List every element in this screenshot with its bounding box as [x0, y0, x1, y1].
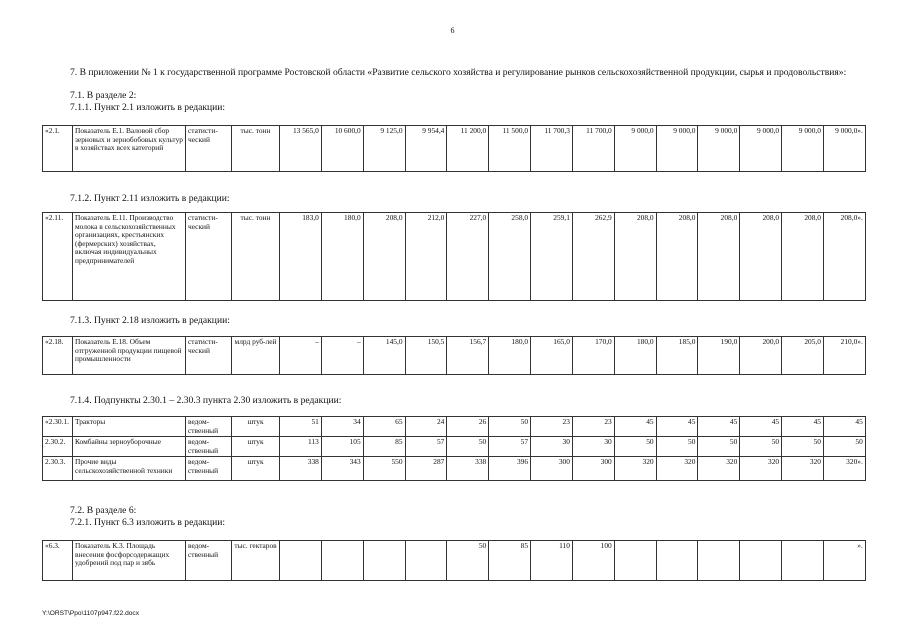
value-cell: 11 700,3	[531, 126, 573, 172]
value-cell: 208,0	[656, 213, 698, 301]
table-row	[43, 437, 866, 457]
value-cell: 145,0	[363, 337, 405, 375]
value-cell: 50	[489, 417, 531, 437]
table-row	[43, 337, 866, 375]
table-row	[43, 417, 866, 437]
value-cell: 50	[614, 437, 656, 457]
value-cell: 50	[656, 437, 698, 457]
unit-cell: тыс. гектаров	[232, 541, 280, 581]
indicator-name-cell: Показатель К.3. Площадь внесения фосфорсодержащих удобрений под пар и зябь	[73, 541, 186, 581]
indicator-number-cell: «6.3.	[43, 541, 73, 581]
indicator-name-cell: Показатель Е.1. Валовой сбор зерновых и зернобобовых культур в хозяйствах всех категорий	[73, 126, 186, 172]
indicator-number-cell: 2.30.3.	[43, 457, 73, 481]
table-2-18	[42, 336, 866, 375]
value-cell: 9 000,0».	[823, 126, 865, 172]
value-cell: 180,0	[489, 337, 531, 375]
section-7-1-2: 7.1.2. Пункт 2.11 изложить в редакции:	[70, 193, 230, 204]
value-cell: 45	[698, 417, 740, 437]
value-cell: 185,0	[656, 337, 698, 375]
value-cell: 34	[321, 417, 363, 437]
value-cell: 9 000,0	[782, 126, 824, 172]
value-cell: 9 125,0	[363, 126, 405, 172]
value-cell: 100	[572, 541, 614, 581]
value-cell	[280, 541, 322, 581]
value-cell: 45	[614, 417, 656, 437]
indicator-name-cell: Тракторы	[73, 417, 186, 437]
unit-cell: штук	[232, 437, 280, 457]
value-cell: 287	[405, 457, 447, 481]
value-cell: 338	[447, 457, 489, 481]
value-cell: 57	[489, 437, 531, 457]
value-cell: 200,0	[740, 337, 782, 375]
value-cell: 23	[572, 417, 614, 437]
value-cell: 30	[531, 437, 573, 457]
value-cell: 45	[823, 417, 865, 437]
value-cell: 320	[740, 457, 782, 481]
indicator-number-cell: «2.18.	[43, 337, 73, 375]
value-cell: 300	[572, 457, 614, 481]
indicator-number-cell: «2.30.1.	[43, 417, 73, 437]
value-cell: –	[280, 337, 322, 375]
value-cell: 10 600,0	[321, 126, 363, 172]
indicator-type-cell: статисти-ческий	[186, 337, 232, 375]
value-cell: 50	[447, 541, 489, 581]
indicator-name-cell: Показатель Е.18. Объем отгруженной продукции пищевой промышленности	[73, 337, 186, 375]
value-cell	[698, 541, 740, 581]
indicator-type-cell: статисти-ческий	[186, 126, 232, 172]
value-cell: 50	[823, 437, 865, 457]
value-cell: –	[321, 337, 363, 375]
value-cell: 320	[656, 457, 698, 481]
value-cell: 11 200,0	[447, 126, 489, 172]
value-cell: 57	[405, 437, 447, 457]
value-cell: 210,0».	[823, 337, 865, 375]
value-cell: 190,0	[698, 337, 740, 375]
value-cell: 24	[405, 417, 447, 437]
value-cell: 227,0	[447, 213, 489, 301]
value-cell: 183,0	[280, 213, 322, 301]
value-cell: 396	[489, 457, 531, 481]
page-number: 6	[450, 26, 455, 35]
value-cell: 208,0	[363, 213, 405, 301]
unit-cell: тыс. тонн	[232, 126, 280, 172]
unit-cell: штук	[232, 417, 280, 437]
value-cell	[740, 541, 782, 581]
indicator-type-cell: статисти-ческий	[186, 213, 232, 301]
indicator-number-cell: 2.30.2.	[43, 437, 73, 457]
value-cell: 85	[489, 541, 531, 581]
table-2-11	[42, 212, 866, 301]
value-cell: 11 700,0	[572, 126, 614, 172]
value-cell: 208,0».	[823, 213, 865, 301]
value-cell: 51	[280, 417, 322, 437]
value-cell: ».	[823, 541, 865, 581]
indicator-type-cell: ведом-ственный	[186, 541, 232, 581]
value-cell: 205,0	[782, 337, 824, 375]
value-cell: 550	[363, 457, 405, 481]
value-cell: 105	[321, 437, 363, 457]
value-cell: 50	[698, 437, 740, 457]
indicator-type-cell: ведом-ственный	[186, 437, 232, 457]
table-row	[43, 126, 866, 172]
value-cell: 113	[280, 437, 322, 457]
value-cell: 300	[531, 457, 573, 481]
indicator-name-cell: Комбайны зерноуборочные	[73, 437, 186, 457]
section-7-2-1: 7.2.1. Пункт 6.3 изложить в редакции:	[70, 517, 226, 528]
value-cell: 262,9	[572, 213, 614, 301]
section-7-1-3: 7.1.3. Пункт 2.18 изложить в редакции:	[70, 315, 230, 326]
indicator-name-cell: Показатель Е.11. Производство молока в сельскохозяйственных организациях, крестьянских (фермерских) хозяйствах, включая индивидуальных предпринимателей	[73, 213, 186, 301]
value-cell: 259,1	[531, 213, 573, 301]
value-cell: 50	[447, 437, 489, 457]
value-cell: 110	[531, 541, 573, 581]
value-cell: 45	[782, 417, 824, 437]
value-cell: 258,0	[489, 213, 531, 301]
value-cell: 9 000,0	[740, 126, 782, 172]
section-7-2: 7.2. В разделе 6:	[70, 505, 137, 516]
table-row	[43, 213, 866, 301]
value-cell: 11 500,0	[489, 126, 531, 172]
value-cell: 85	[363, 437, 405, 457]
value-cell: 208,0	[698, 213, 740, 301]
value-cell: 150,5	[405, 337, 447, 375]
value-cell: 45	[656, 417, 698, 437]
indicator-type-cell: ведом-ственный	[186, 417, 232, 437]
value-cell: 26	[447, 417, 489, 437]
value-cell	[656, 541, 698, 581]
value-cell: 156,7	[447, 337, 489, 375]
value-cell: 320	[782, 457, 824, 481]
value-cell: 65	[363, 417, 405, 437]
value-cell: 320	[698, 457, 740, 481]
file-path-footer: Y:\ORST\Ppo\1107p947.f22.docx	[42, 610, 140, 617]
value-cell: 208,0	[614, 213, 656, 301]
value-cell: 23	[531, 417, 573, 437]
unit-cell: млрд руб-лей	[232, 337, 280, 375]
value-cell: 9 000,0	[698, 126, 740, 172]
intro-paragraph: 7. В приложении № 1 к государственной программе Ростовской области «Развитие сельского хозяйства и регулирование рынков сельскохозяйственной продукции, сырья и продовольствия»:	[70, 67, 847, 78]
unit-cell: тыс. тонн	[232, 213, 280, 301]
value-cell	[321, 541, 363, 581]
indicator-number-cell: «2.11.	[43, 213, 73, 301]
value-cell: 13 565,0	[280, 126, 322, 172]
table-2-30	[42, 416, 866, 481]
indicator-number-cell: «2.1.	[43, 126, 73, 172]
value-cell: 208,0	[740, 213, 782, 301]
table-6-3	[42, 540, 866, 581]
table-2-1	[42, 125, 866, 172]
indicator-name-cell: Прочие виды сельскохозяйственной техники	[73, 457, 186, 481]
table-row	[43, 541, 866, 581]
value-cell: 320	[614, 457, 656, 481]
value-cell	[614, 541, 656, 581]
value-cell: 180,0	[614, 337, 656, 375]
value-cell: 343	[321, 457, 363, 481]
value-cell	[405, 541, 447, 581]
section-7-1-4: 7.1.4. Подпункты 2.30.1 – 2.30.3 пункта 2.30 изложить в редакции:	[70, 395, 342, 406]
section-7-1-1: 7.1.1. Пункт 2.1 изложить в редакции:	[70, 102, 226, 113]
value-cell: 165,0	[531, 337, 573, 375]
value-cell: 9 000,0	[614, 126, 656, 172]
value-cell: 170,0	[572, 337, 614, 375]
value-cell	[363, 541, 405, 581]
section-7-1: 7.1. В разделе 2:	[70, 90, 137, 101]
value-cell: 208,0	[782, 213, 824, 301]
table-row	[43, 457, 866, 481]
value-cell: 212,0	[405, 213, 447, 301]
value-cell: 9 000,0	[656, 126, 698, 172]
value-cell: 9 954,4	[405, 126, 447, 172]
value-cell: 50	[782, 437, 824, 457]
value-cell: 30	[572, 437, 614, 457]
value-cell: 320».	[823, 457, 865, 481]
indicator-type-cell: ведом-ственный	[186, 457, 232, 481]
value-cell: 45	[740, 417, 782, 437]
value-cell: 180,0	[321, 213, 363, 301]
value-cell: 338	[280, 457, 322, 481]
value-cell	[782, 541, 824, 581]
value-cell: 50	[740, 437, 782, 457]
unit-cell: штук	[232, 457, 280, 481]
